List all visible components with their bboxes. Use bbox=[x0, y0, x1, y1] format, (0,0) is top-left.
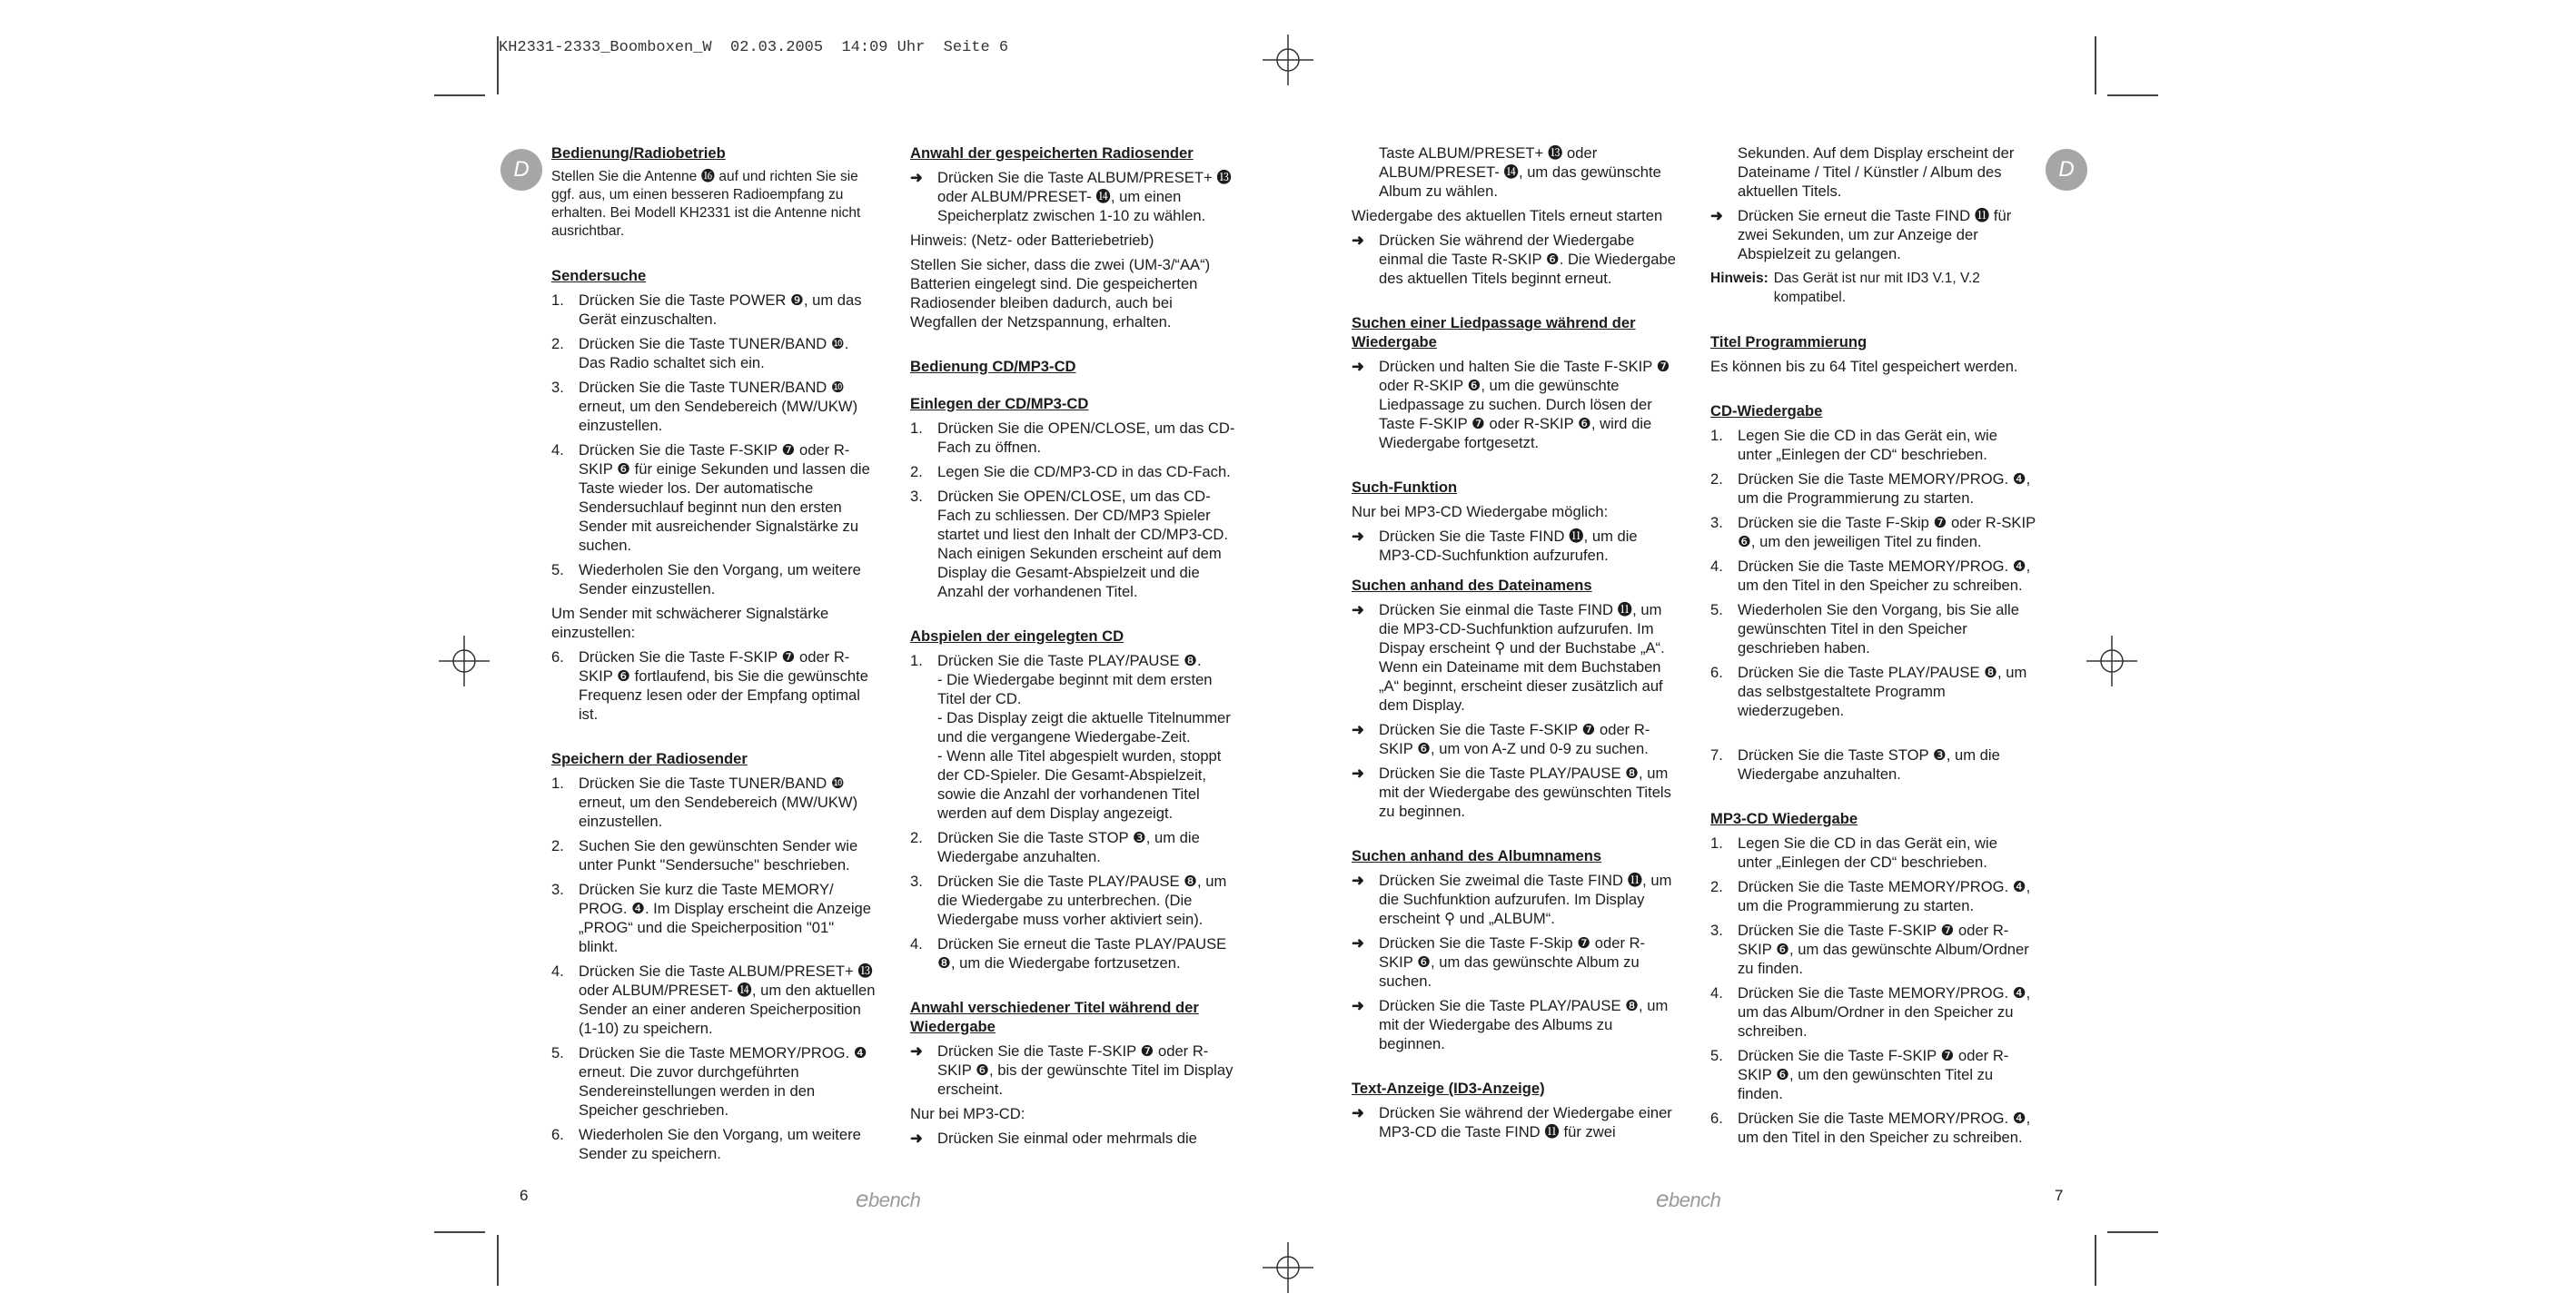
paragraph: Stellen Sie sicher, dass die zwei (UM-3/“AA“) Batterien eingelegt sind. Die gespeicherten Radiosender bleiben dadurch, auch bei Wegfallen der Netzspannung, erhalten. bbox=[910, 256, 1211, 331]
arrow-step: ➜ Drücken Sie die Taste ALBUM/PRESET+ ⓭ oder ALBUM/PRESET- ⓮, um einen Speicherplatz zwischen 1-10 zu wählen. bbox=[910, 169, 1232, 224]
paragraph: Es können bis zu 64 Titel gespeichert werden. bbox=[1710, 358, 2018, 375]
list-item-text: Legen Sie die CD in das Gerät ein, wie unter „Einlegen der CD“ beschrieben. bbox=[1738, 834, 1997, 871]
list-item bbox=[1710, 877, 2036, 915]
arrow-step: ➜ Drücken Sie die Taste PLAY/PAUSE ❽, um mit der Wiedergabe des Albums zu beginnen. bbox=[1352, 997, 1669, 1052]
list-item-text: Drücken Sie die Taste PLAY/PAUSE ❽, um die Wiedergabe zu unterbrechen. (Die Wiedergabe muss vorher aktiviert sein). bbox=[937, 873, 1227, 928]
list-item-text: Drücken Sie erneut die Taste PLAY/PAUSE ❽, um die Wiedergabe fortzusetzen. bbox=[937, 935, 1227, 972]
list-item-text: Drücken Sie OPEN/CLOSE, um das CD-Fach zu schliessen. Der CD/MP3 Spieler startet und liest den Inhalt der CD/MP3-CD. Nach einigen Sekunden erscheint auf dem Display die Gesamt-Abspielzeit und die Anzahl der vorhandenen Titel. bbox=[937, 488, 1229, 600]
arrow-icon: ➜ bbox=[1352, 997, 1364, 1014]
arrow-icon: ➜ bbox=[910, 1042, 923, 1060]
arrow-step: ➜ Drücken Sie die Taste F-SKIP ❼ oder R-SKIP ❻, bis der gewünschte Titel im Display erscheint. bbox=[910, 1042, 1234, 1098]
list-item-text: Drücken Sie die Taste STOP ❸, um die Wiedergabe anzuhalten. bbox=[937, 829, 1200, 865]
arrow-step: ➜ Drücken Sie während der Wiedergabe einer MP3-CD die Taste FIND ⓫ für zwei bbox=[1352, 1104, 1672, 1140]
section-heading: Text-Anzeige (ID3-Anzeige) bbox=[1352, 1080, 1545, 1097]
list-item-number: 2. bbox=[551, 335, 564, 352]
section-heading: Anwahl der gespeicherten Radiosender bbox=[910, 144, 1194, 162]
arrow-icon: ➜ bbox=[1352, 765, 1364, 782]
list-item-text: Drücken Sie die Taste PLAY/PAUSE ❽. - Die Wiedergabe beginnt mit dem ersten Titel der CD. - Das Display zeigt die aktuelle Titelnummer und die vergangene Wiedergabe-Zeit. - Wenn alle Titel abgespielt wurden, stoppt der CD-Spieler. Die Gesamt-Abspielzeit, sowie die Anzahl der vorhandenen Titel werden auf dem Display angezeigt. bbox=[937, 652, 1231, 822]
list-item-text: Drücken Sie die Taste F-SKIP ❼ oder R-SKIP ❻ fortlaufend, bis Sie die gewünschte Frequenz lesen oder der Empfang optimal ist. bbox=[579, 648, 868, 723]
list-item-text: Drücken Sie die Taste MEMORY/PROG. ❹, um die Programmierung zu starten. bbox=[1738, 470, 2031, 507]
page-number-right: 7 bbox=[2055, 1187, 2064, 1204]
list-item bbox=[910, 872, 1235, 929]
step-list bbox=[1710, 745, 2036, 784]
step-list bbox=[551, 647, 877, 724]
step-list bbox=[1710, 426, 2036, 720]
section-heading: Suchen anhand des Albumnamens bbox=[1352, 847, 1602, 864]
section-heading: Sendersuche bbox=[551, 267, 647, 284]
list-item bbox=[551, 647, 877, 724]
list-item-number: 3. bbox=[910, 873, 923, 890]
section-heading: Such-Funktion bbox=[1352, 479, 1458, 496]
list-item-text: Wiederholen Sie den Vorgang, um weitere Sender einzustellen. bbox=[579, 561, 861, 597]
crop-mark bbox=[434, 1231, 485, 1233]
list-item bbox=[1710, 557, 2036, 595]
paragraph: Um Sender mit schwächerer Signalstärke einzustellen: bbox=[551, 605, 829, 641]
crop-mark bbox=[2107, 1231, 2158, 1233]
list-item-text: Drücken Sie die Taste MEMORY/PROG. ❹, um den Titel in den Speicher zu schreiben. bbox=[1738, 1110, 2031, 1146]
registration-mark-right bbox=[2086, 636, 2137, 686]
list-item-number: 6. bbox=[551, 648, 564, 666]
arrow-step: ➜ Drücken und halten Sie die Taste F-SKIP ❼ oder R-SKIP ❻, um die gewünschte Liedpassage zu suchen. Durch lösen der Taste F-SKIP ❼ oder R-SKIP ❻, wird die Wiedergabe fortgesetzt. bbox=[1352, 358, 1670, 451]
list-item-text: Drücken Sie die Taste F-SKIP ❼ oder R-SKIP ❻, um das gewünschte Album/Ordner zu finden. bbox=[1738, 922, 2029, 977]
list-item-text: Drücken Sie die Taste TUNER/BAND ❿. Das Radio schaltet sich ein. bbox=[579, 335, 849, 371]
arrow-icon: ➜ bbox=[1352, 601, 1364, 618]
list-item-text: Drücken Sie die Taste MEMORY/PROG. ❹ erneut. Die zuvor durchgeführten Sendereinstellungen werden in den Speicher geschrieben. bbox=[579, 1044, 867, 1119]
arrow-icon: ➜ bbox=[1710, 207, 1723, 224]
registration-mark-left bbox=[439, 636, 490, 686]
list-item bbox=[551, 560, 877, 598]
paragraph: Hinweis: (Netz- oder Batteriebetrieb) bbox=[910, 232, 1154, 249]
paragraph: Stellen Sie die Antenne ⓰ auf und richten Sie sie ggf. aus, um einen besseren Radioempfang zu erhalten. Bei Modell KH2331 ist die Antenne nicht ausrichtbar. bbox=[551, 169, 861, 239]
note bbox=[1710, 269, 2036, 307]
arrow-step: ➜ Drücken Sie die Taste PLAY/PAUSE ❽, um mit der Wiedergabe des gewünschten Titels zu beginnen. bbox=[1352, 765, 1671, 820]
paragraph: Taste ALBUM/PRESET+ ⓭ oder ALBUM/PRESET- ⓮, um das gewünschte Album zu wählen. bbox=[1379, 144, 1661, 200]
list-item bbox=[1710, 513, 2036, 551]
list-item-text: Wiederholen Sie den Vorgang, um weitere Sender zu speichern. bbox=[579, 1126, 861, 1162]
list-item-number: 5. bbox=[551, 1044, 564, 1061]
paragraph: Wiedergabe des aktuellen Titels erneut starten bbox=[1352, 207, 1663, 224]
list-item bbox=[551, 291, 877, 329]
list-item bbox=[1710, 600, 2036, 657]
list-item-text: Drücken Sie die Taste STOP ❸, um die Wiedergabe anzuhalten. bbox=[1738, 746, 2000, 783]
crop-mark bbox=[497, 36, 499, 94]
list-item bbox=[551, 334, 877, 372]
list-item bbox=[551, 774, 877, 831]
list-item bbox=[1710, 1046, 2036, 1103]
list-item bbox=[1710, 1109, 2036, 1147]
column-4 bbox=[1710, 143, 2036, 1152]
list-item bbox=[551, 1043, 877, 1120]
list-item-number: 5. bbox=[1710, 601, 1723, 618]
list-item-number: 4. bbox=[1710, 558, 1723, 575]
step-list bbox=[910, 651, 1235, 972]
list-item bbox=[551, 836, 877, 874]
list-item bbox=[1710, 663, 2036, 720]
column-2 bbox=[910, 143, 1235, 1153]
list-item-number: 1. bbox=[910, 420, 923, 437]
column-1 bbox=[551, 143, 877, 1169]
step-list bbox=[551, 774, 877, 1163]
section-heading: Titel Programmierung bbox=[1710, 333, 1868, 350]
section-heading: Speichern der Radiosender bbox=[551, 750, 748, 767]
file-header-line: KH2331-2333_Boomboxen_W 02.03.2005 14:09 Uhr Seite 6 bbox=[499, 39, 1009, 56]
list-item-text: Legen Sie die CD/MP3-CD in das CD-Fach. bbox=[937, 463, 1231, 480]
paragraph: Nur bei MP3-CD Wiedergabe möglich: bbox=[1352, 503, 1609, 520]
list-item bbox=[910, 934, 1235, 972]
arrow-step: ➜ Drücken Sie die Taste F-Skip ❼ oder R-SKIP ❻, um das gewünschte Album zu suchen. bbox=[1352, 934, 1646, 990]
arrow-icon: ➜ bbox=[1352, 721, 1364, 738]
list-item bbox=[551, 1125, 877, 1163]
arrow-icon: ➜ bbox=[1352, 872, 1364, 889]
list-item-number: 6. bbox=[551, 1126, 564, 1143]
list-item-text: Drücken Sie die Taste MEMORY/PROG. ❹, um den Titel in den Speicher zu schreiben. bbox=[1738, 558, 2031, 594]
list-item-text: Drücken Sie die Taste PLAY/PAUSE ❽, um das selbstgestaltete Programm wiederzugeben. bbox=[1738, 664, 2027, 719]
section-heading: Suchen anhand des Dateinamens bbox=[1352, 577, 1592, 594]
language-badge-right: D bbox=[2046, 149, 2087, 191]
list-item-number: 5. bbox=[551, 561, 564, 578]
list-item bbox=[910, 828, 1235, 866]
language-badge-left: D bbox=[500, 149, 542, 191]
list-item-number: 3. bbox=[1710, 514, 1723, 531]
paragraph: Nur bei MP3-CD: bbox=[910, 1105, 1025, 1122]
list-item-number: 7. bbox=[1710, 746, 1723, 764]
registration-mark-top bbox=[1263, 35, 1313, 85]
list-item-number: 4. bbox=[551, 963, 564, 980]
crop-mark bbox=[2095, 1235, 2096, 1286]
crop-mark bbox=[497, 1235, 499, 1286]
list-item-text: Drücken Sie kurz die Taste MEMORY/ PROG. ❹. Im Display erscheint die Anzeige „PROG“ und die Speicherposition "01" blinkt. bbox=[579, 881, 871, 955]
list-item bbox=[1710, 745, 2036, 784]
list-item-text: Drücken Sie die Taste POWER ❾, um das Gerät einzuschalten. bbox=[579, 291, 862, 328]
list-item-number: 1. bbox=[1710, 427, 1723, 444]
arrow-step: ➜ Drücken Sie einmal oder mehrmals die bbox=[910, 1130, 1197, 1147]
list-item bbox=[1710, 426, 2036, 464]
list-item-number: 6. bbox=[1710, 664, 1723, 681]
step-list bbox=[551, 291, 877, 598]
list-item-number: 2. bbox=[910, 829, 923, 846]
list-item-number: 4. bbox=[910, 935, 923, 953]
registration-mark-bottom bbox=[1263, 1242, 1313, 1293]
arrow-step: ➜ Drücken Sie während der Wiedergabe einmal die Taste R-SKIP ❻. Die Wiedergabe des aktuellen Titels beginnt erneut. bbox=[1352, 232, 1676, 287]
list-item-number: 1. bbox=[910, 652, 923, 669]
list-item-number: 1. bbox=[1710, 834, 1723, 852]
list-item-number: 2. bbox=[1710, 878, 1723, 895]
list-item-number: 3. bbox=[1710, 922, 1723, 939]
section-heading: Abspielen der eingelegten CD bbox=[910, 627, 1125, 645]
step-list bbox=[910, 419, 1235, 601]
section-heading: Anwahl verschiedener Titel während der Wiedergabe bbox=[910, 999, 1199, 1035]
note-label: Hinweis: bbox=[1710, 271, 1769, 286]
list-item bbox=[910, 487, 1235, 601]
list-item bbox=[551, 440, 877, 555]
list-item-number: 4. bbox=[1710, 984, 1723, 1002]
column-3 bbox=[1352, 143, 1677, 1147]
list-item-number: 2. bbox=[910, 463, 923, 480]
list-item-text: Suchen Sie den gewünschten Sender wie unter Punkt "Sendersuche" beschrieben. bbox=[579, 837, 858, 874]
list-item-number: 2. bbox=[1710, 470, 1723, 488]
list-item bbox=[1710, 834, 2036, 872]
arrow-step: ➜ Drücken Sie erneut die Taste FIND ⓫ für zwei Sekunden, um zur Anzeige der Abspielzeit zu gelangen. bbox=[1710, 207, 2012, 262]
section-heading: Bedienung/Radiobetrieb bbox=[551, 144, 726, 162]
arrow-icon: ➜ bbox=[1352, 934, 1364, 952]
list-item-text: Drücken Sie die OPEN/CLOSE, um das CD-Fach zu öffnen. bbox=[937, 420, 1235, 456]
list-item bbox=[910, 462, 1235, 481]
list-item-number: 3. bbox=[551, 881, 564, 898]
section-heading: MP3-CD Wiedergabe bbox=[1710, 810, 1858, 827]
list-item-text: Legen Sie die CD in das Gerät ein, wie unter „Einlegen der CD“ beschrieben. bbox=[1738, 427, 1997, 463]
step-list bbox=[1710, 834, 2036, 1147]
list-item-number: 1. bbox=[551, 775, 564, 792]
section-heading: CD-Wiedergabe bbox=[1710, 402, 1823, 420]
arrow-step: ➜ Drücken Sie einmal die Taste FIND ⓫, um die MP3-CD-Suchfunktion aufzurufen. Im Dispay erscheint ⚲ und der Buchstabe „A“. Wenn ein Dateiname mit dem Buchstaben „A“ beginnt, erscheint dieser zusätzlich auf dem Display. bbox=[1352, 601, 1665, 714]
list-item-text: Drücken Sie die Taste MEMORY/PROG. ❹, um das Album/Ordner in den Speicher zu schreiben. bbox=[1738, 984, 2031, 1040]
arrow-step: ➜ Drücken Sie die Taste FIND ⓫, um die MP3-CD-Suchfunktion aufzurufen. bbox=[1352, 528, 1638, 564]
list-item-number: 6. bbox=[1710, 1110, 1723, 1127]
page-number-left: 6 bbox=[520, 1187, 529, 1204]
list-item-number: 5. bbox=[1710, 1047, 1723, 1064]
list-item-number: 2. bbox=[551, 837, 564, 854]
list-item bbox=[910, 651, 1235, 823]
note-text: Das Gerät ist nur mit ID3 V.1, V.2 kompatibel. bbox=[1773, 271, 1980, 305]
list-item bbox=[551, 378, 877, 435]
arrow-icon: ➜ bbox=[1352, 528, 1364, 545]
list-item-number: 3. bbox=[551, 379, 564, 396]
section-heading: Bedienung CD/MP3-CD bbox=[910, 358, 1076, 375]
brand-logo-right: ebench bbox=[1656, 1185, 1721, 1212]
list-item bbox=[551, 880, 877, 956]
crop-mark bbox=[434, 94, 485, 96]
list-item-text: Drücken Sie die Taste TUNER/BAND ❿ erneut, um den Sendebereich (MW/UKW) einzustellen. bbox=[579, 775, 858, 830]
paragraph: Sekunden. Auf dem Display erscheint der Dateiname / Titel / Künstler / Album des aktuellen Titels. bbox=[1738, 144, 2015, 200]
list-item-text: Wiederholen Sie den Vorgang, bis Sie alle gewünschten Titel in den Speicher geschrieben haben. bbox=[1738, 601, 2019, 656]
section-heading: Suchen einer Liedpassage während der Wiedergabe bbox=[1352, 314, 1636, 350]
list-item-number: 1. bbox=[551, 291, 564, 309]
list-item bbox=[551, 962, 877, 1038]
list-item-text: Drücken Sie die Taste F-SKIP ❼ oder R-SKIP ❻ für einige Sekunden und lassen die Taste wieder los. Der automatische Sendersuchlauf beginnt nun den ersten Sender mit ausreichender Signalstärke zu suchen. bbox=[579, 441, 870, 554]
list-item bbox=[1710, 983, 2036, 1041]
arrow-step: ➜ Drücken Sie zweimal die Taste FIND ⓫, um die Suchfunktion aufzurufen. Im Display erscheint ⚲ und „ALBUM“. bbox=[1352, 872, 1672, 927]
crop-mark bbox=[2107, 94, 2158, 96]
arrow-icon: ➜ bbox=[1352, 358, 1364, 375]
brand-logo-left: ebench bbox=[856, 1185, 921, 1212]
list-item-text: Drücken Sie die Taste TUNER/BAND ❿ erneut, um den Sendebereich (MW/UKW) einzustellen. bbox=[579, 379, 858, 434]
arrow-icon: ➜ bbox=[1352, 1104, 1364, 1121]
arrow-icon: ➜ bbox=[910, 169, 923, 186]
arrow-icon: ➜ bbox=[910, 1130, 923, 1147]
list-item-text: Drücken sie die Taste F-Skip ❼ oder R-SKIP ❻, um den jeweiligen Titel zu finden. bbox=[1738, 514, 2036, 550]
arrow-step: ➜ Drücken Sie die Taste F-SKIP ❼ oder R-SKIP ❻, um von A-Z und 0-9 zu suchen. bbox=[1352, 721, 1650, 757]
list-item-number: 3. bbox=[910, 488, 923, 505]
list-item-text: Drücken Sie die Taste MEMORY/PROG. ❹, um die Programmierung zu starten. bbox=[1738, 878, 2031, 914]
list-item bbox=[1710, 469, 2036, 508]
section-heading: Einlegen der CD/MP3-CD bbox=[910, 395, 1089, 412]
list-item bbox=[910, 419, 1235, 457]
arrow-icon: ➜ bbox=[1352, 232, 1364, 249]
list-item-text: Drücken Sie die Taste ALBUM/PRESET+ ⓭ oder ALBUM/PRESET- ⓮, um den aktuellen Sender an einer anderen Speicherposition (1-10) zu speichern. bbox=[579, 963, 876, 1037]
list-item bbox=[1710, 921, 2036, 978]
list-item-text: Drücken Sie die Taste F-SKIP ❼ oder R-SKIP ❻, um den gewünschten Titel zu finden. bbox=[1738, 1047, 2009, 1102]
list-item-number: 4. bbox=[551, 441, 564, 459]
crop-mark bbox=[2095, 36, 2096, 94]
